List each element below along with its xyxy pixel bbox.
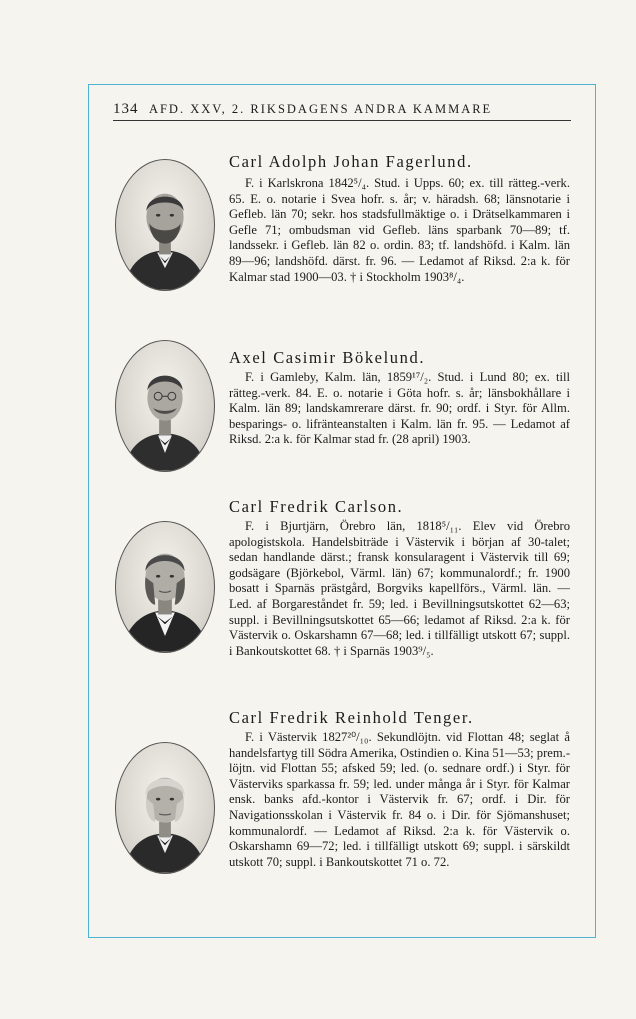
portrait-photo-icon [115, 521, 215, 653]
biography-text: F. i Gamleby, Kalm. län, 1859¹⁷/₂. Stud. i Lund 80; ex. till rätteg.-verk. 84. E. o. notarie i Göta hofr. s. år; länsbokhållare i Kalm. län 89; landskamrerare därst. fr. 90; ordf. i Styr. för Allm. besparings- o. lifränteanstalten i Kalm. län fr. 95. — Ledamot af Riksd. 2:a k. för Kalmar stad fr. (28 april) 1903. [229, 370, 570, 447]
portrait-photo-icon [115, 159, 215, 291]
portrait-photo-icon [115, 340, 215, 472]
person-name: Carl Adolph Johan Fagerlund. [229, 152, 473, 171]
biography-text: F. i Bjurtjärn, Örebro län, 1818⁵/₁₁. Elev vid Örebro apologistskola. Handelsbiträde i Västervik i början af 30-talet; sedan handlande därst.; fransk konsularagent i Västervik till 69; godsägare (Björkebol, Värml. län) 67; kommunalordf.; fr. 1900 bosatt i Sparnäs prästgård, Borgviks kapellförs., Värml. län. — Led. af Borgareståndet fr. 59; led. i Bevillningsutskottet 62—63; suppl. i Bevillningsutskottet 65—66; ledamot af Riksd. 2:a k. för Västervik o. Oskarshamn 67—68; led. i tillfälligt utskott 67; suppl. i Bankoutskottet 68. † i Sparnäs 1903⁹/₅. [229, 519, 570, 658]
biography-text: F. i Karlskrona 1842⁵/₄. Stud. i Upps. 60; ex. till rätteg.-verk. 65. E. o. notarie i Svea hofr. s. år; v. häradsh. 68; länsnotarie i Gefleb. län 70; sekr. hos stadsfullmäktige o. i Drätselkammaren i Gefle 71; ombudsman vid Gefleb. läns sparbank 70—89; tf. landssekr. i Gefleb. län 82 o. ordin. 83; tf. landshöfd. i Kalm. län 89—96; landshöfd. därst. fr. 96. — Ledamot af Riksd. 2:a k. för Kalmar stad 1900—03. † i Stockholm 1903⁸/₄. [229, 176, 570, 284]
person-name: Carl Fredrik Reinhold Tenger. [229, 708, 474, 727]
running-title: AFD. XXV, 2. RIKSDAGENS ANDRA KAMMARE [148, 102, 493, 116]
running-header [113, 101, 571, 121]
person-name: Axel Casimir Bökelund. [229, 348, 426, 367]
portrait-photo-icon [115, 742, 215, 874]
page-number: 134 [113, 101, 139, 117]
biography-text: F. i Västervik 1827²⁰/₁₀. Sekundlöjtn. vid Flottan 48; seglat å handelsfartyg till Södra Amerika, Ostindien o. Kina 51—53; prem.-löjtn. vid Flottan 55; afsked 59; led. (o. sednare ordf.) i Styr. för Västerviks sparkassa fr. 59; led. under många år i Styr. för Kalmar ensk. banks afd.-kontor i Västervik fr. 67; ordf. i Dir. för Navigationsskolan i Västervik fr. 84 o. i Dir. för Sjömanshuset; kommunalordf. — Ledamot af Riksd. 2:a k. för Västervik o. Oskarshamn 69—72; led. i tillfälligt utskott 69; suppl. i särskildt utskott 70; suppl. i Bankoutskottet 71 o. 72. [229, 730, 571, 869]
person-name: Carl Fredrik Carlson. [229, 497, 404, 516]
